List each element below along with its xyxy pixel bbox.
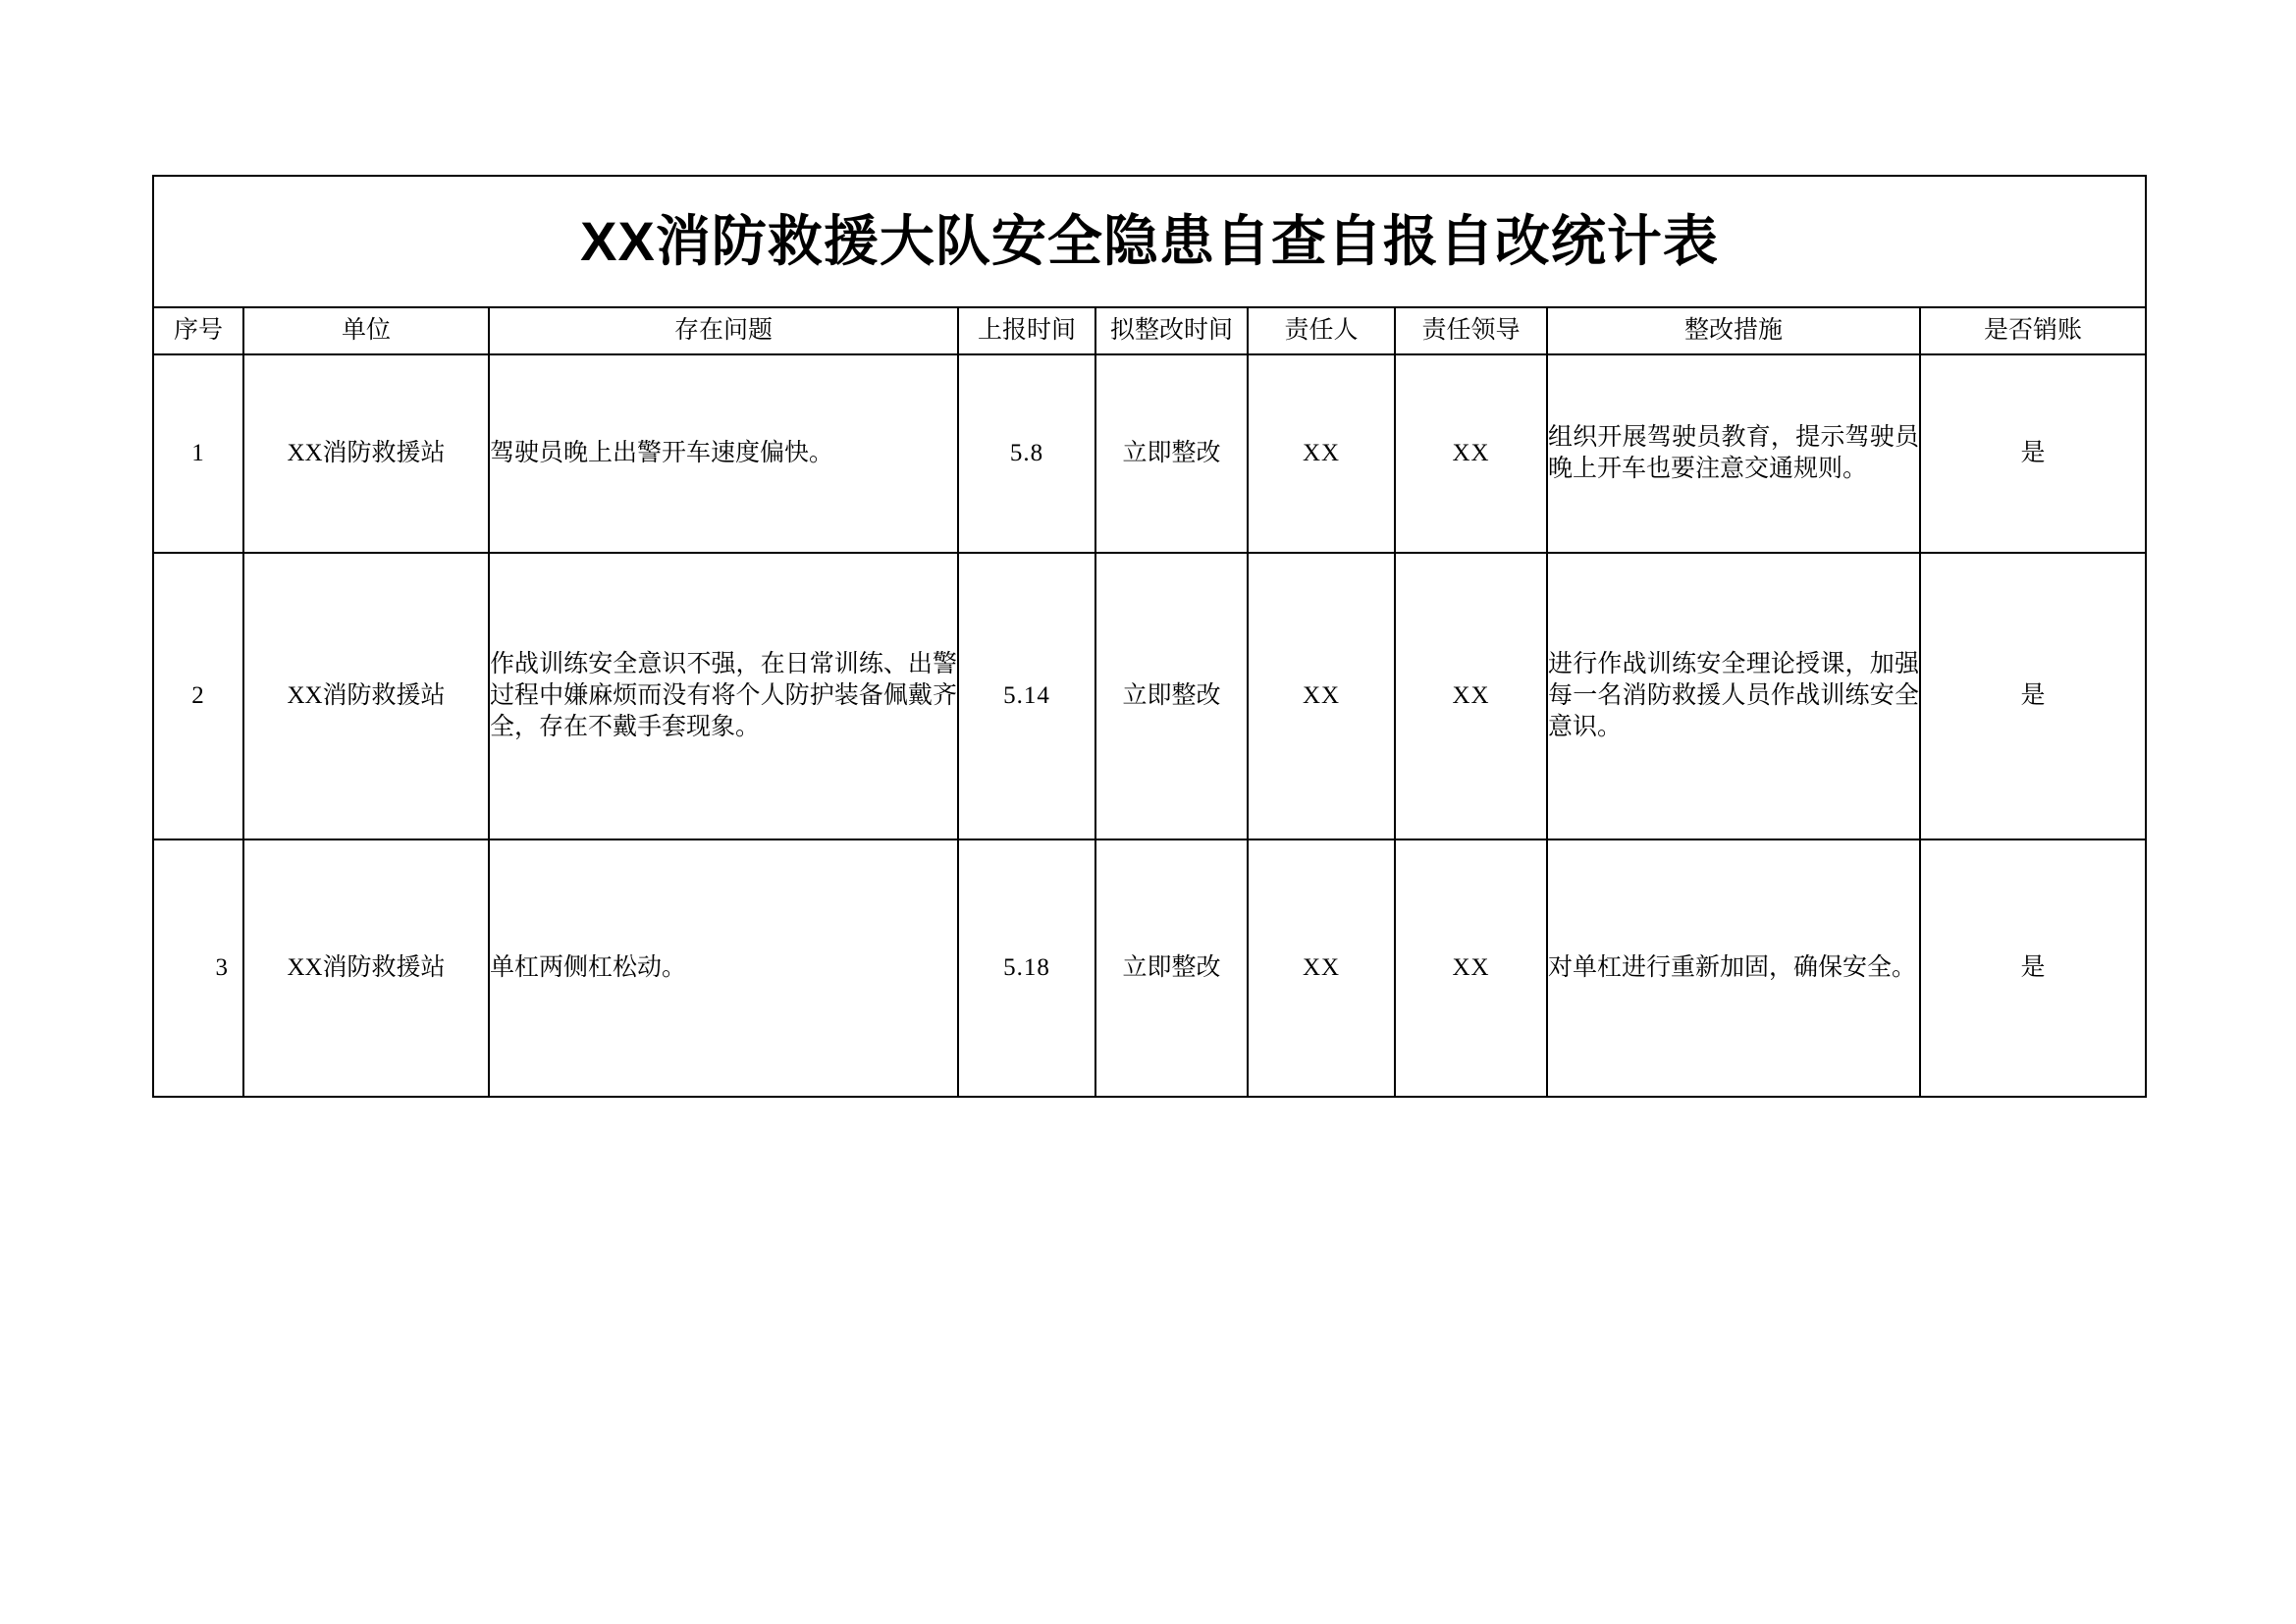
cell-report-time: 5.14 [958, 553, 1095, 839]
cell-measure-text: 对单杠进行重新加固，确保安全。 [1548, 954, 1917, 981]
cell-problem [489, 839, 958, 1097]
cell-person: XX [1248, 839, 1395, 1097]
column-header-unit: 单位 [243, 307, 489, 354]
cell-problem [489, 354, 958, 553]
cell-problem [489, 553, 958, 839]
cell-seq: 2 [153, 553, 243, 839]
table-header-row [153, 307, 2146, 354]
cell-problem-text: 作战训练安全意识不强，在日常训练、出警过程中嫌麻烦而没有将个人防护装备佩戴齐全，存在不戴手套现象。 [490, 651, 957, 740]
column-header-fix-time: 拟整改时间 [1095, 307, 1248, 354]
column-header-closed: 是否销账 [1920, 307, 2146, 354]
column-header-person: 责任人 [1248, 307, 1395, 354]
column-header-report-time: 上报时间 [958, 307, 1095, 354]
cell-person: XX [1248, 553, 1395, 839]
table-row [153, 553, 2146, 839]
cell-leader: XX [1395, 553, 1547, 839]
cell-leader: XX [1395, 354, 1547, 553]
cell-person: XX [1248, 354, 1395, 553]
cell-problem-text: 单杠两侧杠松动。 [490, 954, 687, 981]
column-header-leader: 责任领导 [1395, 307, 1547, 354]
cell-problem-text: 驾驶员晚上出警开车速度偏快。 [490, 440, 834, 466]
cell-closed: 是 [1920, 354, 2146, 553]
cell-fix-time: 立即整改 [1095, 354, 1248, 553]
cell-measure [1547, 553, 1920, 839]
page-title [153, 176, 2146, 307]
cell-report-time: 5.8 [958, 354, 1095, 553]
cell-closed: 是 [1920, 553, 2146, 839]
table-row [153, 354, 2146, 553]
cell-closed: 是 [1920, 839, 2146, 1097]
cell-fix-time: 立即整改 [1095, 839, 1248, 1097]
cell-unit: XX消防救援站 [243, 839, 489, 1097]
table-title-row [153, 176, 2146, 307]
cell-fix-time: 立即整改 [1095, 553, 1248, 839]
cell-report-time: 5.18 [958, 839, 1095, 1097]
cell-unit: XX消防救援站 [243, 354, 489, 553]
column-header-problem: 存在问题 [489, 307, 958, 354]
column-header-measure: 整改措施 [1547, 307, 1920, 354]
hazard-statistics-table [152, 175, 2147, 1098]
column-header-seq: 序号 [153, 307, 243, 354]
cell-unit: XX消防救援站 [243, 553, 489, 839]
cell-seq: 3 [153, 839, 243, 1097]
cell-measure [1547, 354, 1920, 553]
cell-measure [1547, 839, 1920, 1097]
table-row [153, 839, 2146, 1097]
cell-measure-text: 进行作战训练安全理论授课，加强每一名消防救援人员作战训练安全意识。 [1548, 651, 1919, 740]
cell-seq: 1 [153, 354, 243, 553]
statistics-sheet [152, 175, 2145, 1098]
page-title-text: XX消防救援大队安全隐患自查自报自改统计表 [580, 210, 1719, 273]
cell-measure-text: 组织开展驾驶员教育，提示驾驶员晚上开车也要注意交通规则。 [1548, 424, 1919, 482]
cell-leader: XX [1395, 839, 1547, 1097]
